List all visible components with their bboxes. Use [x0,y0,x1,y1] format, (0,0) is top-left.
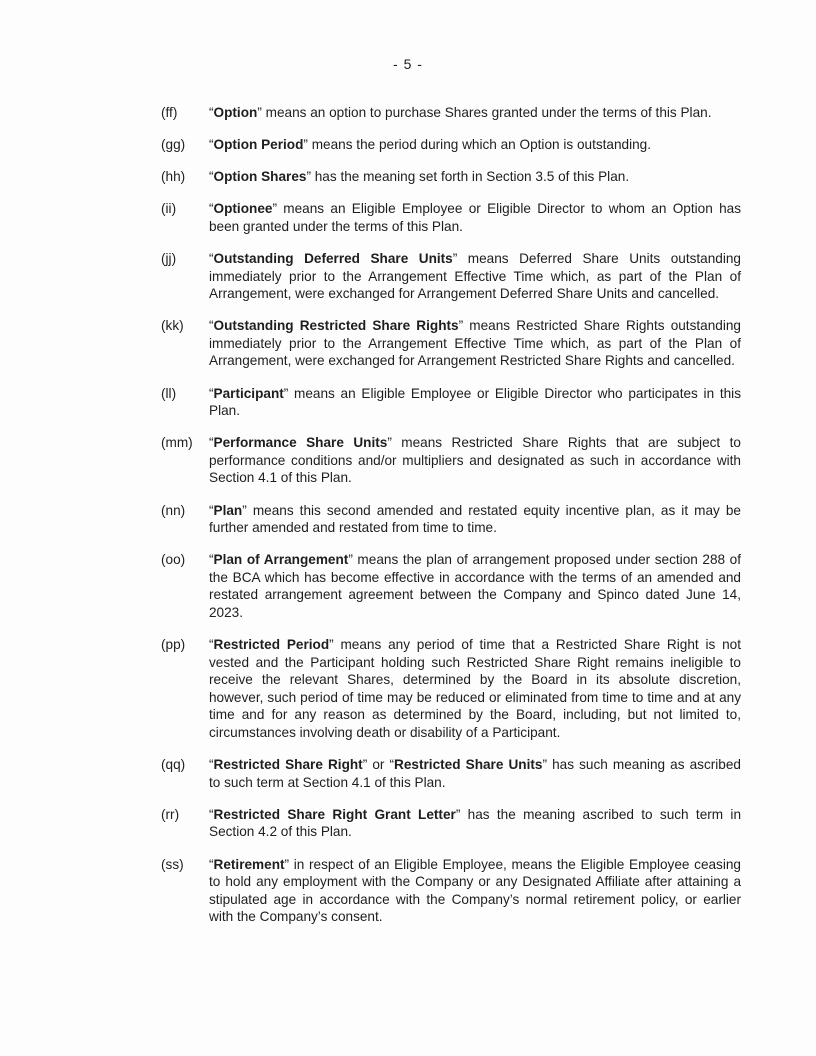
definition-text: means Deferred Share Units outstanding immediately prior to the Arrangement Effective Time which, as part of the Plan of Arrangement, were exchanged for Arrangement Deferred Share Units and cancelled. [209,250,741,302]
definition-item: (ll) “Participant” means an Eligible Employee or Eligible Director who participates in this Plan. [161,385,741,419]
definition-text: means an option to purchase Shares granted under the terms of this Plan. [261,105,712,120]
definition-item: (ss) “Retirement” in respect of an Eligible Employee, means the Eligible Employee ceasing to hold any employment with the Company or any Designated Affiliate after attaining a stipulated age in accordance with the Company’s normal retirement policy, or earlier with the Company’s consent. [161,856,741,925]
defined-term: Optionee [213,201,273,217]
defined-term: Option Shares [213,169,307,185]
defined-term: Retirement [213,856,285,872]
definition-text: means the period during which an Option is outstanding. [307,137,652,153]
definition-text: has the meaning ascribed to such term in Section 4.2 of this Plan. [209,806,742,840]
definition-text: has the meaning set forth in Section 3.5 of this Plan. [310,169,630,185]
defined-term: Plan of Arrangement [213,552,349,568]
definition-label: (qq) [161,757,186,773]
definition-item: (kk) “Outstanding Restricted Share Rights” means Restricted Share Rights outstanding immediately prior to the Arrangement Effective Time which, as part of the Plan of Arrangement, were exchanged for Arrangement Restricted Share Rights and cancelled. [161,318,741,369]
defined-term: Outstanding Restricted Share Rights [213,318,459,334]
definition-label: (oo) [161,552,186,568]
definition-text: means this second amended and restated equity incentive plan, as it may be further amended and restated from time to time. [209,502,741,536]
definition-item: (ii) “Optionee” means an Eligible Employee or Eligible Director to whom an Option has been granted under the terms of this Plan. [161,201,741,234]
defined-term: Outstanding Deferred Share Units [213,250,453,266]
defined-term-alt: Restricted Share Units [394,757,543,773]
definition-item: (ff) “Option” means an option to purchase Shares granted under the terms of this Plan. [161,105,712,120]
definition-item: (nn) “Plan” means this second amended and restated equity incentive plan, as it may be further amended and restated from time to time. [161,502,741,536]
defined-term: Option Period [213,137,304,153]
definition-label: (ii) [161,201,177,217]
page-number: - 5 - [393,56,423,72]
definition-text: in respect of an Eligible Employee, means the Eligible Employee ceasing to hold any employment with the Company or any Designated Affiliate after attaining a stipulated age in accordance with the Company’s normal retirement policy, or earlier with the Company’s consent. [209,856,741,925]
definition-text: means any period of time that a Restricted Share Right is not vested and the Participant holding such Restricted Share Right remains ineligible to receive the relevant Shares, determined by the Board in its absolute discretion, however, such period of time may be reduced or eliminated from time to time and at any time and for any reason as determined by the Board, including, but not limited to, circumstances involving death or disability of a Participant. [209,637,741,741]
definition-text: means the plan of arrangement proposed under section 288 of the BCA which has become effective in accordance with the terms of an amended and restated arrangement agreement between the Company and Spinco dated June 14, 2023. [209,552,741,620]
definition-text: has such meaning as ascribed to such term at Section 4.1 of this Plan. [209,757,741,790]
definition-label: (kk) [161,318,184,334]
term-connector: ” or “ [362,757,395,773]
definition-label: (ff) [161,105,178,120]
definition-text: means an Eligible Employee or Eligible Director to whom an Option has been granted under the terms of this Plan. [209,201,741,234]
defined-term: Restricted Share Right Grant Letter [213,806,456,822]
defined-term: Participant [213,385,284,401]
definition-item: (pp) “Restricted Period” means any period of time that a Restricted Share Right is not vested and the Participant holding such Restricted Share Right remains ineligible to receive the relevant Shares, determined by the Board in its absolute discretion, however, such period of time may be reduced or eliminated from time to time and at any time and for any reason as determined by the Board, including, but not limited to, circumstances involving death or disability of a Participant. [161,637,741,741]
defined-term: Option [213,105,258,120]
definition-item: (rr) “Restricted Share Right Grant Letter” has the meaning ascribed to such term in Section 4.2 of this Plan. [161,806,742,840]
definitions-list [161,104,741,940]
definition-item: (gg) “Option Period” means the period during which an Option is outstanding. [161,137,652,153]
defined-term: Plan [213,502,243,518]
definition-text: means an Eligible Employee or Eligible Director who participates in this Plan. [209,385,741,419]
definition-item: (hh) “Option Shares” has the meaning set forth in Section 3.5 of this Plan. [161,169,630,185]
definition-item: (oo) “Plan of Arrangement” means the plan of arrangement proposed under section 288 of the BCA which has become effective in accordance with the terms of an amended and restated arrangement agreement between the Company and Spinco dated June 14, 2023. [161,552,741,620]
definition-label: (ss) [161,856,184,872]
definition-item: (mm) “Performance Share Units” means Restricted Share Rights that are subject to performance conditions and/or multipliers and designated as such in accordance with Section 4.1 of this Plan. [161,435,741,486]
definition-label: (ll) [161,385,177,401]
definition-item: (qq) “Restricted Share Right” or “Restricted Share Units” has such meaning as ascribed to such term at Section 4.1 of this Plan. [161,757,741,790]
definition-label: (rr) [161,806,180,822]
definition-label: (jj) [161,250,177,266]
definition-text: means Restricted Share Rights that are subject to performance conditions and/or multipliers and designated as such in accordance with Section 4.1 of this Plan. [209,435,741,486]
definition-label: (pp) [161,637,186,653]
definition-item: (jj) “Outstanding Deferred Share Units” means Deferred Share Units outstanding immediately prior to the Arrangement Effective Time which, as part of the Plan of Arrangement, were exchanged for Arrangement Deferred Share Units and cancelled. [161,250,741,302]
definition-text: means Restricted Share Rights outstanding immediately prior to the Arrangement Effective Time which, as part of the Plan of Arrangement, were exchanged for Arrangement Restricted Share Rights and cancelled. [209,318,741,369]
defined-term: Restricted Share Right [213,757,363,773]
definition-label: (nn) [161,502,186,518]
definition-label: (hh) [161,169,186,185]
definition-label: (gg) [161,137,186,153]
defined-term: Performance Share Units [213,435,388,451]
definition-label: (mm) [161,435,193,451]
defined-term: Restricted Period [213,637,330,653]
